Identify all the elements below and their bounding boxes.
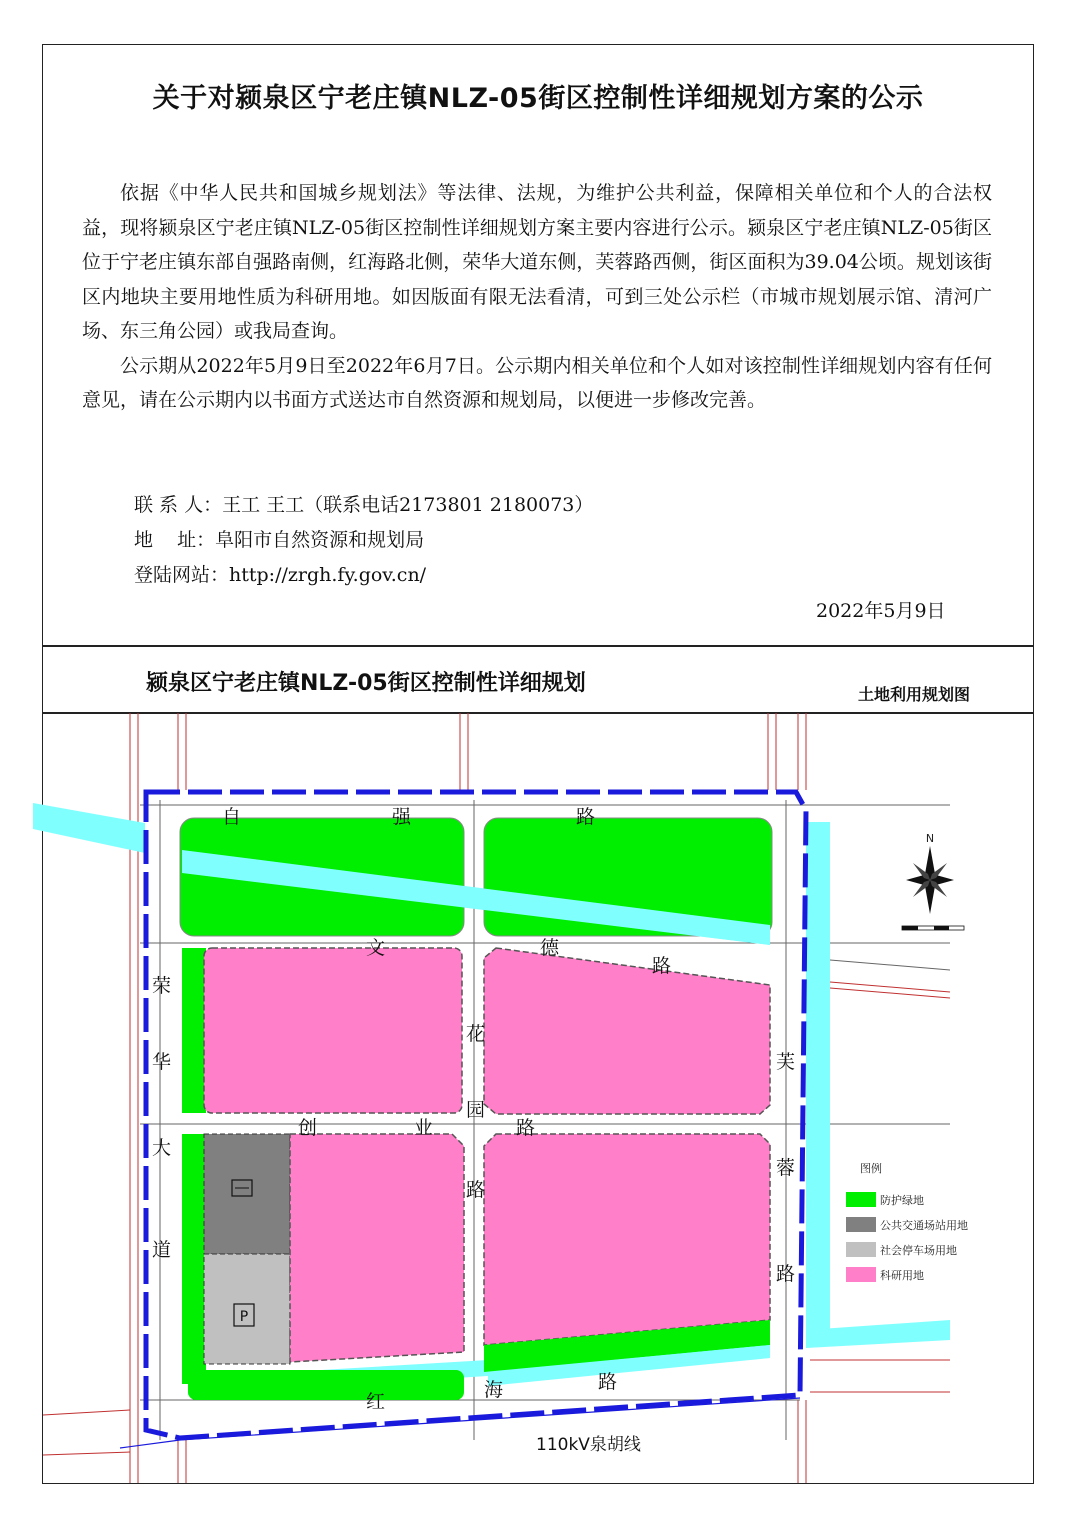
svg-text:路: 路 xyxy=(652,955,672,977)
notice-paragraph-2: 公示期从2022年5月9日至2022年6月7日。公示期内相关单位和个人如对该控制性详细规划内容有任何意见，请在公示期内以书面方式送达市自然资源和规划局，以便进一步修改完善。 xyxy=(82,354,992,411)
contact-address: 地 址：阜阳市自然资源和规划局 xyxy=(134,529,425,551)
parcel-green-west-mid xyxy=(182,948,206,1113)
svg-text:创: 创 xyxy=(298,1117,318,1139)
svg-text:花: 花 xyxy=(466,1023,486,1045)
svg-text:路: 路 xyxy=(466,1179,486,1201)
svg-text:防护绿地: 防护绿地 xyxy=(880,1194,924,1207)
parcel-research-mid-west xyxy=(204,948,462,1113)
legend-swatch-research xyxy=(846,1267,876,1282)
svg-text:道: 道 xyxy=(152,1239,172,1261)
svg-text:社会停车场用地: 社会停车场用地 xyxy=(880,1244,957,1257)
scale-bar xyxy=(902,926,964,930)
parcel-green-west-bottom xyxy=(182,1134,206,1384)
svg-text:强: 强 xyxy=(392,806,412,828)
svg-text:科研用地: 科研用地 xyxy=(880,1269,924,1282)
parcel-research-sw xyxy=(290,1134,464,1362)
legend xyxy=(846,1161,968,1282)
notice-date: 2022年5月9日 xyxy=(816,600,946,622)
map-title: 颍泉区宁老庄镇NLZ-05街区控制性详细规划 xyxy=(146,671,586,696)
contact-website[interactable]: 登陆网站：http://zrgh.fy.gov.cn/ xyxy=(134,564,427,586)
notice-paragraph-1: 依据《中华人民共和国城乡规划法》等法律、法规，为维护公共利益，保障相关单位和个人的合法权益，现将颍泉区宁老庄镇NLZ-05街区控制性详细规划方案主要内容进行公示。颍泉区宁老庄镇NLZ-05街区位于宁老庄镇东部自强路南侧，红海路北侧，荣华大道东侧，芙蓉路西侧，街区面积为39.04公顷。规划该街区内地块主要用地性质为科研用地。如因版面有限无法看清，可到三处公示栏（市城市规划展示馆、清河广场、东三角公园）或我局查询。 xyxy=(82,182,992,342)
map-subtitle: 土地利用规划图 xyxy=(858,685,971,704)
contact-person: 联 系 人：王工 王工（联系电话2173801 2180073） xyxy=(134,494,594,516)
svg-text:文: 文 xyxy=(366,937,386,959)
svg-text:芙: 芙 xyxy=(776,1051,796,1073)
svg-text:P: P xyxy=(239,1309,249,1325)
legend-swatch-bus xyxy=(846,1217,876,1232)
legend-swatch-parking xyxy=(846,1242,876,1257)
svg-text:园: 园 xyxy=(466,1099,486,1121)
notice-title: 关于对颍泉区宁老庄镇NLZ-05街区控制性详细规划方案的公示 xyxy=(152,83,924,114)
svg-text:德: 德 xyxy=(540,937,560,959)
svg-text:荣: 荣 xyxy=(152,975,172,997)
legend-swatch-green xyxy=(846,1192,876,1207)
svg-text:路: 路 xyxy=(576,806,596,828)
parcel-bus-station xyxy=(204,1134,290,1254)
svg-text:大: 大 xyxy=(152,1137,172,1159)
compass-icon xyxy=(906,832,954,914)
svg-text:N: N xyxy=(925,832,935,845)
parcel-research-mid-east xyxy=(484,948,770,1114)
svg-text:110kV泉胡线: 110kV泉胡线 xyxy=(536,1435,641,1455)
parcel-research-se xyxy=(484,1134,770,1345)
svg-text:路: 路 xyxy=(598,1371,618,1393)
power-line xyxy=(120,1398,800,1448)
svg-text:路: 路 xyxy=(516,1117,536,1139)
svg-text:自: 自 xyxy=(222,806,242,828)
parcel-green-south-west xyxy=(188,1370,464,1400)
svg-text:公共交通场站用地: 公共交通场站用地 xyxy=(880,1219,968,1232)
svg-text:华: 华 xyxy=(152,1051,172,1073)
svg-text:海: 海 xyxy=(484,1379,504,1401)
svg-text:业: 业 xyxy=(414,1117,434,1139)
svg-text:路: 路 xyxy=(776,1263,796,1285)
svg-text:蓉: 蓉 xyxy=(776,1157,796,1179)
svg-text:红: 红 xyxy=(366,1391,386,1413)
svg-text:图例: 图例 xyxy=(860,1162,882,1175)
